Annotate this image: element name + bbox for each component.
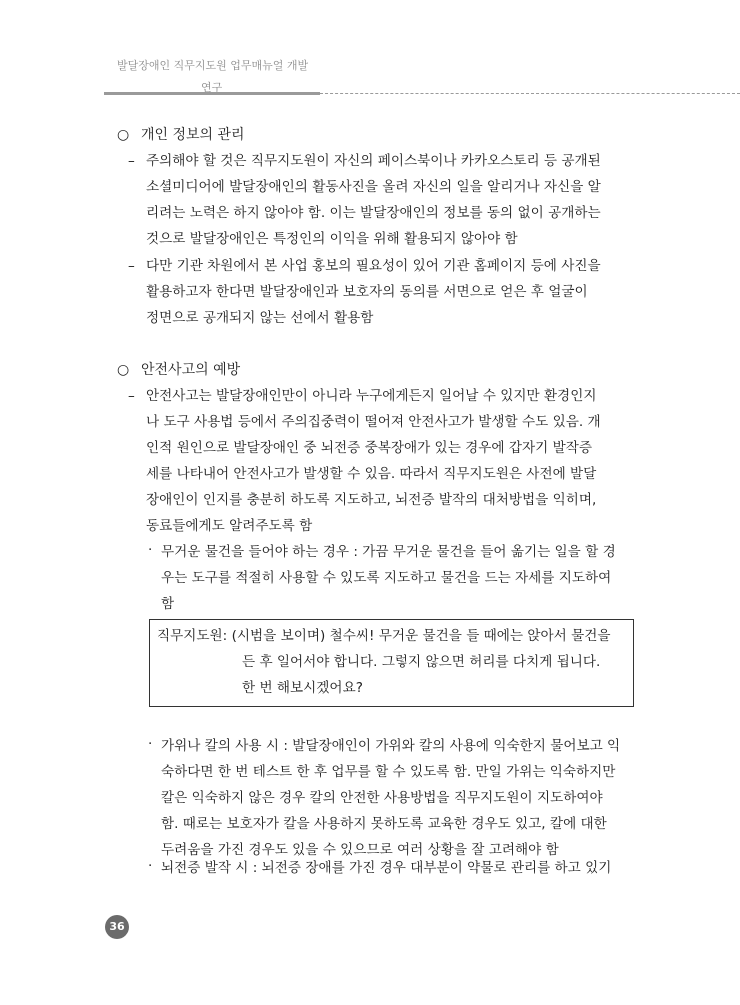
text-line: 안전사고는 발달장애인만이 아니라 누구에게든지 일어날 수 있지만 환경인지 bbox=[146, 388, 597, 404]
example-dialogue-box bbox=[149, 619, 634, 707]
list-item bbox=[128, 383, 638, 539]
section-heading-privacy bbox=[117, 124, 245, 144]
section-heading-text: 개인 정보의 관리 bbox=[141, 127, 245, 143]
text-line: 동료들에게도 알려주도록 함 bbox=[146, 518, 313, 534]
text-line: 인적 원인으로 발달장애인 중 뇌전증 중복장애가 있는 경우에 갑자기 발작증 bbox=[146, 440, 592, 456]
list-item bbox=[128, 148, 638, 252]
text-line: 함 bbox=[161, 596, 175, 612]
text-line: 다만 기관 차원에서 본 사업 홍보의 필요성이 있어 기관 홈페이지 등에 사진을 bbox=[146, 258, 601, 274]
page-number-badge: 36 bbox=[105, 915, 129, 939]
section-heading-safety bbox=[117, 359, 240, 379]
text-line: 활용하고자 한다면 발달장애인과 보호자의 동의를 서면으로 얻은 후 얼굴이 bbox=[146, 284, 588, 300]
text-line: 함. 때로는 보호자가 칼을 사용하지 못하도록 교육한 경우도 있고, 칼에 대한 bbox=[161, 816, 607, 832]
text-line: 두려움을 가진 경우도 있을 수 있으므로 여러 상황을 잘 고려해야 함 bbox=[161, 842, 559, 858]
running-header-title: 발달장애인 직무지도원 업무매뉴얼 개발 bbox=[117, 59, 309, 72]
dialogue-speaker: 직무지도원: bbox=[157, 628, 228, 644]
text-line: 주의해야 할 것은 직무지도원이 자신의 페이스북이나 카카오스토리 등 공개된 bbox=[146, 153, 601, 169]
circle-marker-icon: ○ bbox=[117, 127, 130, 143]
text-line: 정면으로 공개되지 않는 선에서 활용함 bbox=[146, 310, 374, 326]
dash-marker: – bbox=[128, 258, 135, 274]
text-line: 뇌전증 발작 시 : 뇌전증 장애를 가진 경우 대부분이 약물로 관리를 하고 있기 bbox=[161, 860, 612, 876]
text-line: 숙하다면 한 번 테스트 한 후 업무를 할 수 있도록 함. 만일 가위는 익숙하지만 bbox=[161, 764, 616, 780]
bullet-dot-marker: · bbox=[148, 736, 153, 752]
bullet-dot-marker: · bbox=[148, 542, 153, 558]
sub-list-item bbox=[145, 733, 640, 863]
dash-marker: – bbox=[128, 388, 135, 404]
text-line: 무거운 물건을 들어야 하는 경우 : 가끔 무거운 물건을 들어 옮기는 일을 할 경 bbox=[161, 544, 616, 560]
circle-marker-icon: ○ bbox=[117, 362, 130, 378]
dialogue-line: 한 번 해보시겠어요? bbox=[242, 680, 363, 696]
dialogue-line: 든 후 일어서야 합니다. 그렇지 않으면 허리를 다치게 됩니다. bbox=[242, 654, 601, 670]
sub-list-item bbox=[145, 539, 640, 617]
sub-list-item bbox=[145, 855, 640, 881]
dash-marker: – bbox=[128, 153, 135, 169]
bullet-dot-marker: · bbox=[148, 858, 153, 874]
text-line: 리려는 노력은 하지 않아야 함. 이는 발달장애인의 정보를 동의 없이 공개하는 bbox=[146, 205, 601, 221]
dialogue-line bbox=[157, 623, 611, 649]
text-line: 것으로 발달장애인은 특정인의 이익을 위해 활용되지 않아야 함 bbox=[146, 231, 518, 247]
text-line: 세를 나타내어 안전사고가 발생할 수 있음. 따라서 직무지도원은 사전에 발달 bbox=[146, 466, 597, 482]
list-item bbox=[128, 253, 638, 331]
dialogue-text: (시범을 보이며) 철수씨! 무거운 물건을 들 때에는 앉아서 물건을 bbox=[231, 628, 611, 644]
section-heading-text: 안전사고의 예방 bbox=[141, 362, 241, 378]
text-line: 장애인이 인지를 충분히 하도록 지도하고, 뇌전증 발작의 대처방법을 익히며, bbox=[146, 492, 597, 508]
text-line: 소셜미디어에 발달장애인의 활동사진을 올려 자신의 일을 알리거나 자신을 알 bbox=[146, 179, 601, 195]
text-line: 우는 도구를 적절히 사용할 수 있도록 지도하고 물건을 드는 자세를 지도하여 bbox=[161, 570, 612, 586]
text-line: 칼은 익숙하지 않은 경우 칼의 안전한 사용방법을 직무지도원이 지도하여야 bbox=[161, 790, 603, 806]
header-rule-solid bbox=[104, 92, 320, 95]
running-header-title-cont: 연구 bbox=[201, 81, 223, 94]
header-rule-dashed bbox=[320, 93, 740, 94]
text-line: 가위나 칼의 사용 시 : 발달장애인이 가위와 칼의 사용에 익숙한지 물어보고 익 bbox=[161, 738, 621, 754]
text-line: 나 도구 사용법 등에서 주의집중력이 떨어져 안전사고가 발생할 수도 있음. 개 bbox=[146, 414, 601, 430]
